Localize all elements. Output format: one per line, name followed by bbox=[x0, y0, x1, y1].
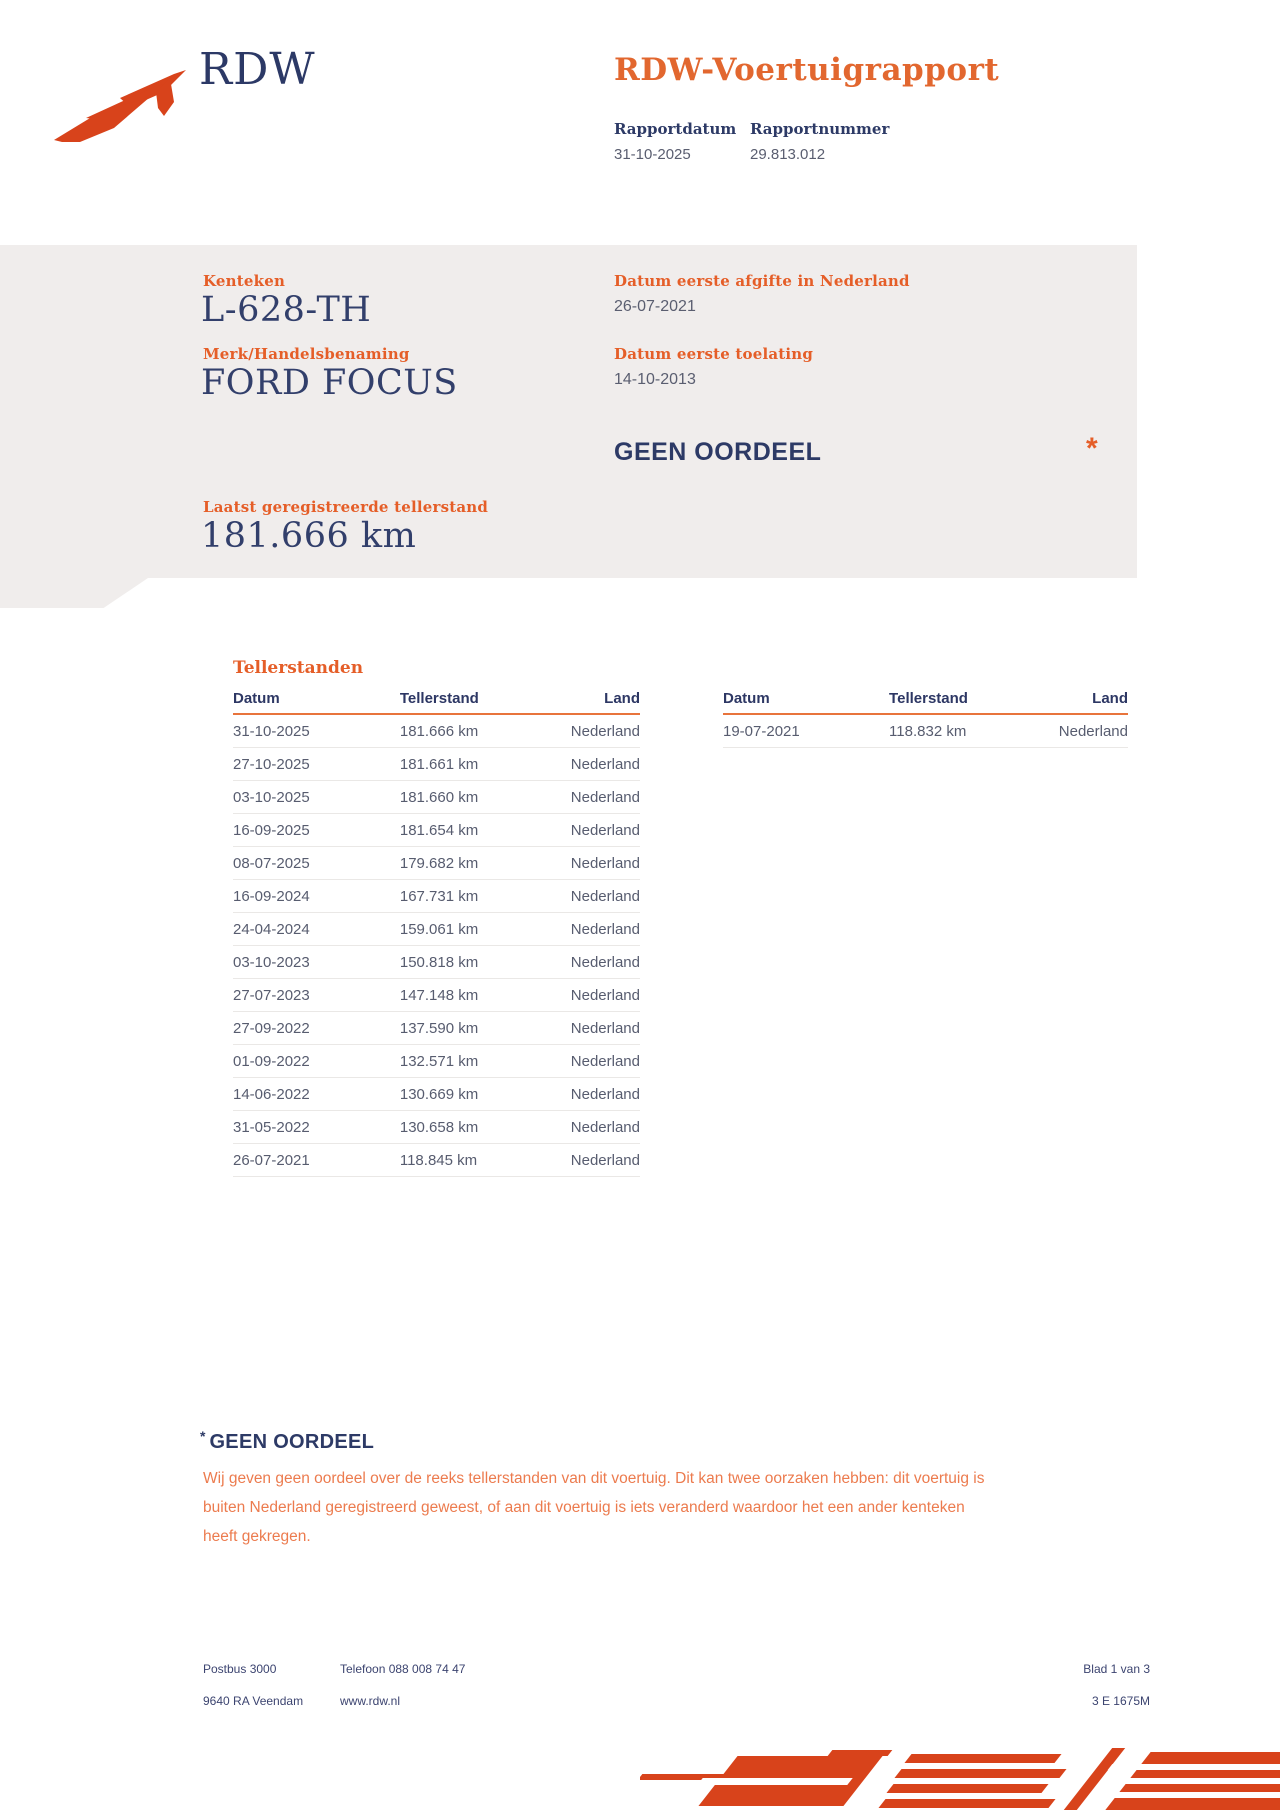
rdw-logo-icon bbox=[52, 50, 187, 142]
cell-date: 16-09-2025 bbox=[233, 814, 400, 847]
cell-date: 08-07-2025 bbox=[233, 847, 400, 880]
cell-km: 181.661 km bbox=[400, 748, 534, 781]
cell-date: 03-10-2023 bbox=[233, 946, 400, 979]
cell-land: Nederland bbox=[534, 979, 640, 1012]
cell-km: 118.845 km bbox=[400, 1144, 534, 1177]
kenteken-value: L-628-TH bbox=[201, 290, 372, 330]
report-number-value: 29.813.012 bbox=[750, 146, 826, 163]
cell-land: Nederland bbox=[534, 913, 640, 946]
vehicle-summary-panel bbox=[0, 245, 1137, 578]
toelating-label: Datum eerste toelating bbox=[614, 345, 814, 363]
footnote-title: GEEN OORDEEL bbox=[209, 1431, 375, 1453]
report-date-label: Rapportdatum bbox=[614, 120, 737, 138]
cell-land: Nederland bbox=[534, 1012, 640, 1045]
cell-date: 14-06-2022 bbox=[233, 1078, 400, 1111]
cell-date: 27-09-2022 bbox=[233, 1012, 400, 1045]
table-row bbox=[233, 714, 640, 748]
report-date-value: 31-10-2025 bbox=[614, 146, 691, 163]
cell-land: Nederland bbox=[534, 714, 640, 748]
column-header-land: Land bbox=[534, 690, 640, 714]
table-row bbox=[233, 847, 640, 880]
cell-land: Nederland bbox=[534, 781, 640, 814]
cell-land: Nederland bbox=[534, 946, 640, 979]
table-row bbox=[233, 979, 640, 1012]
footer-phone: Telefoon 088 008 74 47 bbox=[340, 1662, 466, 1676]
cell-land: Nederland bbox=[1023, 714, 1128, 748]
cell-date: 01-09-2022 bbox=[233, 1045, 400, 1078]
cell-km: 137.590 km bbox=[400, 1012, 534, 1045]
cell-land: Nederland bbox=[534, 814, 640, 847]
table-row bbox=[233, 1012, 640, 1045]
cell-land: Nederland bbox=[534, 1045, 640, 1078]
merk-label: Merk/Handelsbenaming bbox=[203, 345, 410, 363]
table-row bbox=[233, 913, 640, 946]
table-row bbox=[233, 1144, 640, 1177]
table-row bbox=[233, 880, 640, 913]
cell-km: 159.061 km bbox=[400, 913, 534, 946]
table-row bbox=[723, 714, 1128, 748]
table-row bbox=[233, 814, 640, 847]
table-row bbox=[233, 1078, 640, 1111]
table-header-row bbox=[233, 690, 640, 714]
verdict-text: GEEN OORDEEL bbox=[614, 438, 822, 466]
cell-land: Nederland bbox=[534, 880, 640, 913]
verdict-asterisk: * bbox=[1086, 432, 1098, 465]
tellerstand-label: Laatst geregistreerde tellerstand bbox=[203, 498, 489, 516]
afgifte-label: Datum eerste afgifte in Nederland bbox=[614, 272, 910, 290]
cell-land: Nederland bbox=[534, 748, 640, 781]
table-row bbox=[233, 1111, 640, 1144]
table-row bbox=[233, 748, 640, 781]
cell-date: 31-10-2025 bbox=[233, 714, 400, 748]
footnote-text: Wij geven geen oordeel over de reeks tellerstanden van dit voertuig. Dit kan twee oorzaken hebben: dit voertuig is buiten Nederland geregistreerd geweest, of aan dit voertuig is iets veranderd waardoor het een ander kenteken heeft gekregen. bbox=[203, 1470, 985, 1545]
cell-date: 31-05-2022 bbox=[233, 1111, 400, 1144]
footer-form-code: 3 E 1675M bbox=[1091, 1694, 1150, 1708]
footnote-heading bbox=[200, 1428, 374, 1454]
cell-land: Nederland bbox=[534, 847, 640, 880]
report-number-label: Rapportnummer bbox=[750, 120, 890, 138]
table-row bbox=[233, 781, 640, 814]
tellerstanden-table-left bbox=[233, 690, 640, 1177]
cell-date: 24-04-2024 bbox=[233, 913, 400, 946]
page-title: RDW-Voertuigrapport bbox=[614, 52, 1000, 88]
vehicle-summary-panel-tail bbox=[0, 578, 148, 608]
cell-km: 181.660 km bbox=[400, 781, 534, 814]
kenteken-label: Kenteken bbox=[203, 272, 286, 290]
footer-address-line2: 9640 RA Veendam bbox=[203, 1694, 304, 1708]
cell-km: 132.571 km bbox=[400, 1045, 534, 1078]
cell-land: Nederland bbox=[534, 1111, 640, 1144]
cell-date: 26-07-2021 bbox=[233, 1144, 400, 1177]
footer-page-number: Blad 1 van 3 bbox=[1083, 1662, 1150, 1676]
cell-km: 130.658 km bbox=[400, 1111, 534, 1144]
column-header-datum: Datum bbox=[723, 690, 889, 714]
cell-km: 130.669 km bbox=[400, 1078, 534, 1111]
tellerstanden-table-right bbox=[723, 690, 1128, 748]
cell-km: 181.654 km bbox=[400, 814, 534, 847]
tellerstand-value: 181.666 km bbox=[201, 516, 417, 556]
cell-land: Nederland bbox=[534, 1078, 640, 1111]
cell-date: 03-10-2025 bbox=[233, 781, 400, 814]
footnote-asterisk: * bbox=[200, 1428, 206, 1444]
table-row bbox=[233, 946, 640, 979]
cell-km: 167.731 km bbox=[400, 880, 534, 913]
column-header-tellerstand: Tellerstand bbox=[400, 690, 534, 714]
tellerstanden-section-title: Tellerstanden bbox=[233, 658, 364, 678]
cell-km: 118.832 km bbox=[889, 714, 1023, 748]
cell-date: 27-10-2025 bbox=[233, 748, 400, 781]
cell-date: 16-09-2024 bbox=[233, 880, 400, 913]
table-header-row bbox=[723, 690, 1128, 714]
column-header-land: Land bbox=[1023, 690, 1128, 714]
table-row bbox=[233, 1045, 640, 1078]
toelating-value: 14-10-2013 bbox=[614, 371, 696, 388]
cell-km: 181.666 km bbox=[400, 714, 534, 748]
cell-km: 147.148 km bbox=[400, 979, 534, 1012]
footer-address-line1: Postbus 3000 bbox=[203, 1662, 277, 1676]
afgifte-value: 26-07-2021 bbox=[614, 298, 696, 315]
logo-wordmark: RDW bbox=[199, 44, 316, 95]
cell-km: 150.818 km bbox=[400, 946, 534, 979]
footer-website: www.rdw.nl bbox=[340, 1694, 401, 1708]
cell-land: Nederland bbox=[534, 1144, 640, 1177]
merk-value: FORD FOCUS bbox=[201, 363, 458, 403]
cell-date: 19-07-2021 bbox=[723, 714, 889, 748]
column-header-tellerstand: Tellerstand bbox=[889, 690, 1023, 714]
column-header-datum: Datum bbox=[233, 690, 400, 714]
cell-km: 179.682 km bbox=[400, 847, 534, 880]
cell-date: 27-07-2023 bbox=[233, 979, 400, 1012]
speed-stripes-graphic bbox=[640, 1748, 1280, 1810]
